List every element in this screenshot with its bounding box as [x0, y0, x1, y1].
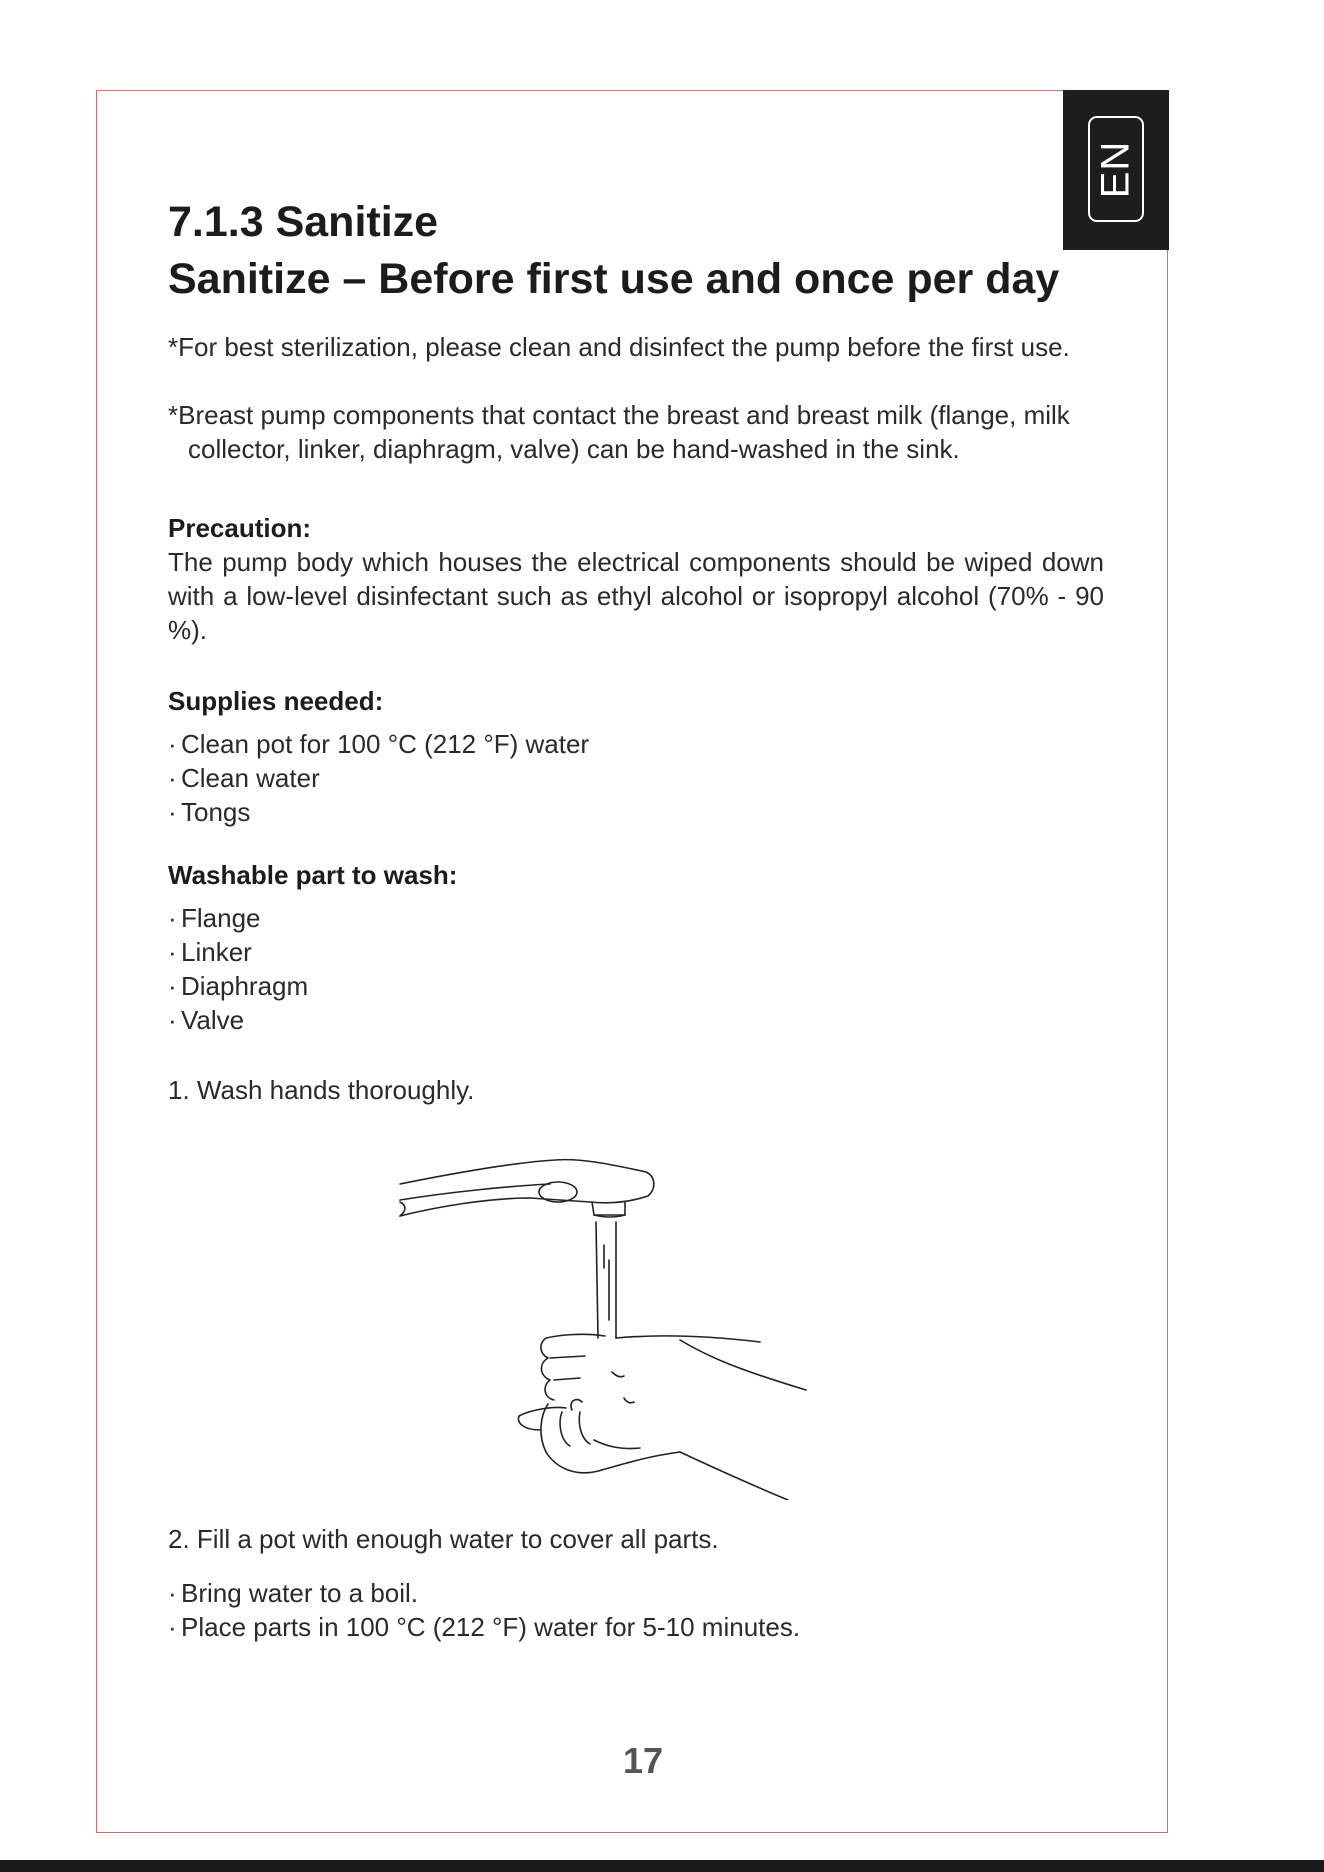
washable-item-flange: Flange	[181, 903, 261, 933]
step-2-list	[168, 1576, 800, 1644]
list-item: · Diaphragm	[168, 971, 309, 1001]
supply-item-tongs: Tongs	[181, 797, 251, 827]
precaution-text: The pump body which houses the electrical components should be wiped down with a low-level disinfectant such as ethyl alcohol or isopropyl alcohol (70% - 90 %).	[168, 547, 1104, 645]
step-2-item-boil: Bring water to a boil.	[181, 1578, 419, 1608]
list-item: · Place parts in 100 °C (212 °F) water for 5-10 minutes.	[168, 1612, 801, 1642]
bottom-edge-bar	[0, 1860, 1324, 1872]
sub-heading: Sanitize – Before first use and once per day	[168, 255, 1060, 303]
language-tab	[1063, 90, 1169, 250]
list-item: · Linker	[168, 937, 252, 967]
page-number: 17	[622, 1740, 664, 1781]
supply-item-pot: Clean pot for 100 °C (212 °F) water	[181, 729, 590, 759]
washable-label: Washable part to wash:	[168, 860, 458, 890]
list-item: · Flange	[168, 903, 261, 933]
step-2-item-place: Place parts in 100 °C (212 °F) water for 5-10 minutes.	[181, 1612, 801, 1642]
washable-item-valve: Valve	[181, 1005, 245, 1035]
language-badge	[1088, 116, 1144, 222]
list-item: · Bring water to a boil.	[168, 1578, 419, 1608]
language-label: EN	[1093, 140, 1138, 198]
note-hand-wash: *Breast pump components that contact the breast and breast milk (flange, milk collector, linker, diaphragm, valve) can be hand-washed in the sink.	[168, 400, 1070, 464]
washable-list	[168, 901, 308, 1037]
list-item: · Clean water	[168, 763, 320, 793]
supplies-label: Supplies needed:	[168, 686, 384, 716]
washable-item-linker: Linker	[181, 937, 252, 967]
list-item: · Valve	[168, 1005, 245, 1035]
list-item: · Clean pot for 100 °C (212 °F) water	[168, 729, 590, 759]
hand-washing-under-faucet-icon	[380, 1140, 820, 1505]
section-heading: 7.1.3 Sanitize	[168, 198, 439, 246]
note-sterilization: *For best sterilization, please clean and disinfect the pump before the first use.	[168, 332, 1070, 362]
supplies-list	[168, 727, 589, 829]
step-1: 1. Wash hands thoroughly.	[168, 1075, 475, 1105]
supply-item-water: Clean water	[181, 763, 320, 793]
list-item: · Tongs	[168, 797, 251, 827]
washable-item-diaphragm: Diaphragm	[181, 971, 309, 1001]
step-2: 2. Fill a pot with enough water to cover all parts.	[168, 1524, 719, 1554]
precaution-label: Precaution:	[168, 513, 312, 543]
